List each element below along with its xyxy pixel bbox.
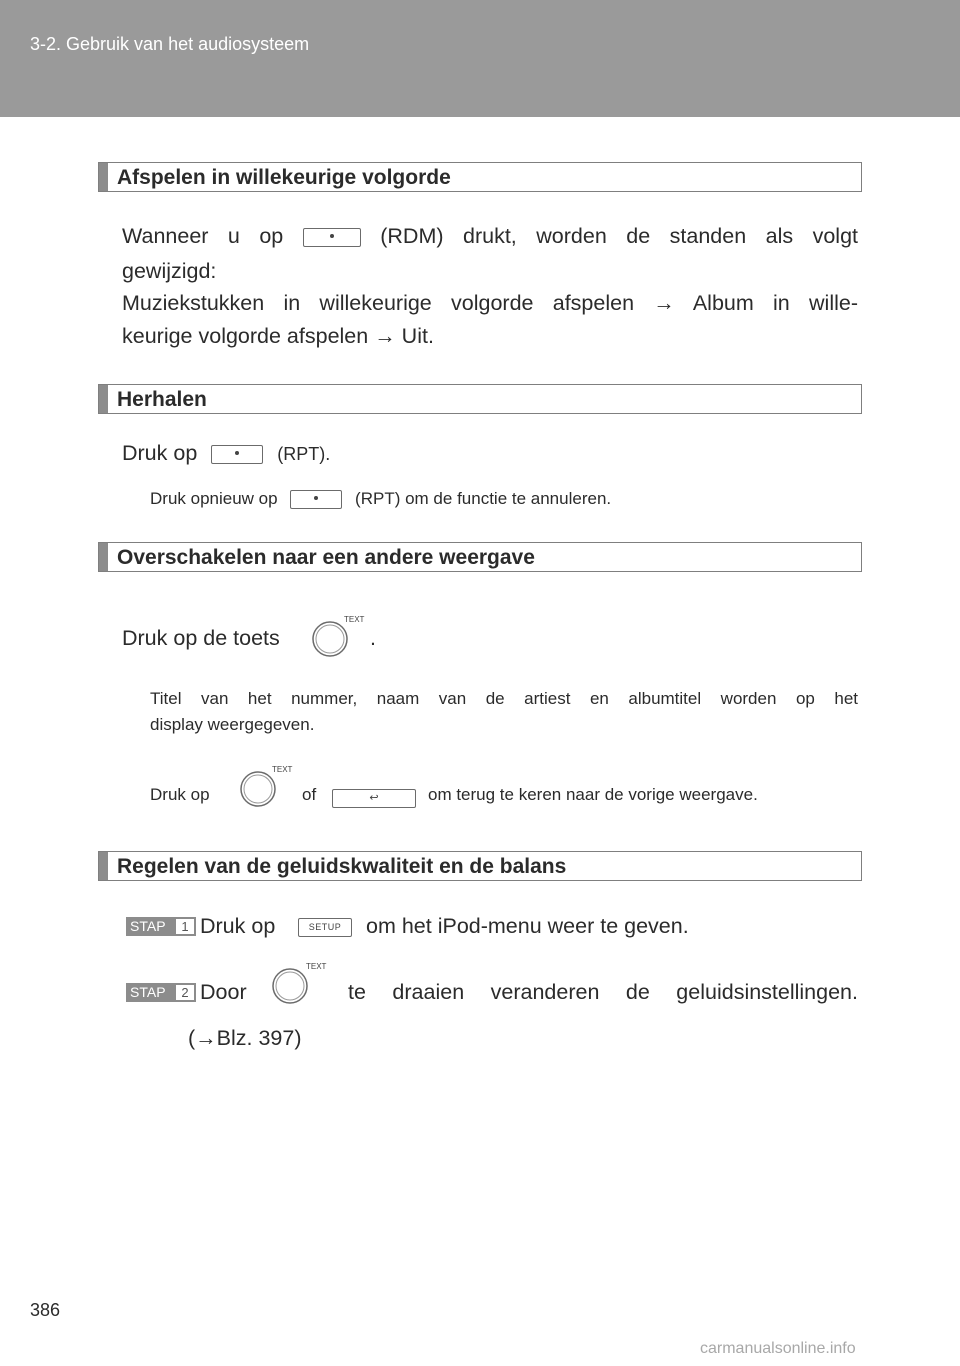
text-knob-icon — [310, 612, 370, 662]
back-button-icon — [332, 789, 416, 808]
heading-marker — [99, 163, 108, 191]
rpt-button-icon — [211, 445, 263, 464]
step-text — [298, 910, 352, 943]
text-knob-icon — [270, 958, 332, 1008]
rpt-button-icon — [290, 490, 342, 509]
paragraph-line: Muziekstukken in willekeurige volgorde afspelen → Album in wille- — [122, 291, 858, 315]
section-heading-sound-balance — [98, 851, 862, 881]
paragraph-line: Druk op (RPT). — [122, 441, 331, 465]
step-text: te draaien veranderen de geluidsinstellingen. — [348, 980, 858, 1004]
back-arrow-icon: ↩ — [369, 792, 379, 805]
note-line: Titel van het nummer, naam van de artiest en albumtitel worden op het — [150, 689, 858, 708]
knob-label: TEXT — [344, 615, 365, 624]
step-text: Druk op — [200, 914, 276, 938]
section-title: Regelen van de geluidskwaliteit en de balans — [117, 855, 567, 878]
breadcrumb: 3-2. Gebruik van het audiosysteem — [30, 34, 310, 54]
step-badge-2: STAP 2 — [126, 983, 196, 1002]
note-line: display weergegeven. — [150, 715, 315, 734]
section-heading-switch-display — [98, 542, 862, 572]
step-badge-1: STAP 1 — [126, 917, 196, 936]
watermark: carmanualsonline.info — [700, 1340, 856, 1357]
knob-label: TEXT — [306, 962, 327, 971]
heading-marker — [99, 852, 108, 880]
note-line: Druk op — [150, 785, 210, 804]
step-text: om het iPod-menu weer te geven. — [366, 914, 689, 938]
setup-button-icon — [298, 918, 352, 937]
section-title: Overschakelen naar een andere weergave — [117, 546, 535, 569]
setup-label: SETUP — [308, 921, 342, 932]
page-number: 386 — [30, 1300, 61, 1320]
note-line: of — [302, 785, 317, 804]
text-knob-icon — [238, 762, 298, 812]
page-reference: (→Blz. 397) — [188, 1026, 302, 1050]
knob-label: TEXT — [272, 765, 293, 774]
paragraph-line: . — [370, 626, 376, 650]
section-heading-repeat — [98, 384, 862, 414]
step-text: Door — [200, 980, 247, 1004]
paragraph-line: keurige volgorde afspelen → Uit. — [122, 324, 434, 348]
rdm-button-icon — [303, 228, 361, 247]
paragraph-line: Wanneer u op (RDM) drukt, worden de standen als volgt — [122, 224, 859, 248]
note-line — [332, 785, 416, 811]
section-heading-random-play — [98, 162, 862, 192]
note-line: om terug te keren naar de vorige weergave. — [428, 785, 758, 804]
paragraph-line: gewijzigd: — [122, 259, 217, 283]
note-line: Druk opnieuw op (RPT) om de functie te annuleren. — [150, 489, 612, 508]
heading-marker — [99, 543, 108, 571]
section-title: Herhalen — [117, 388, 207, 411]
heading-marker — [99, 385, 108, 413]
paragraph-line: Druk op de toets — [122, 626, 280, 650]
header-bar — [0, 0, 960, 117]
section-title: Afspelen in willekeurige volgorde — [117, 166, 451, 189]
